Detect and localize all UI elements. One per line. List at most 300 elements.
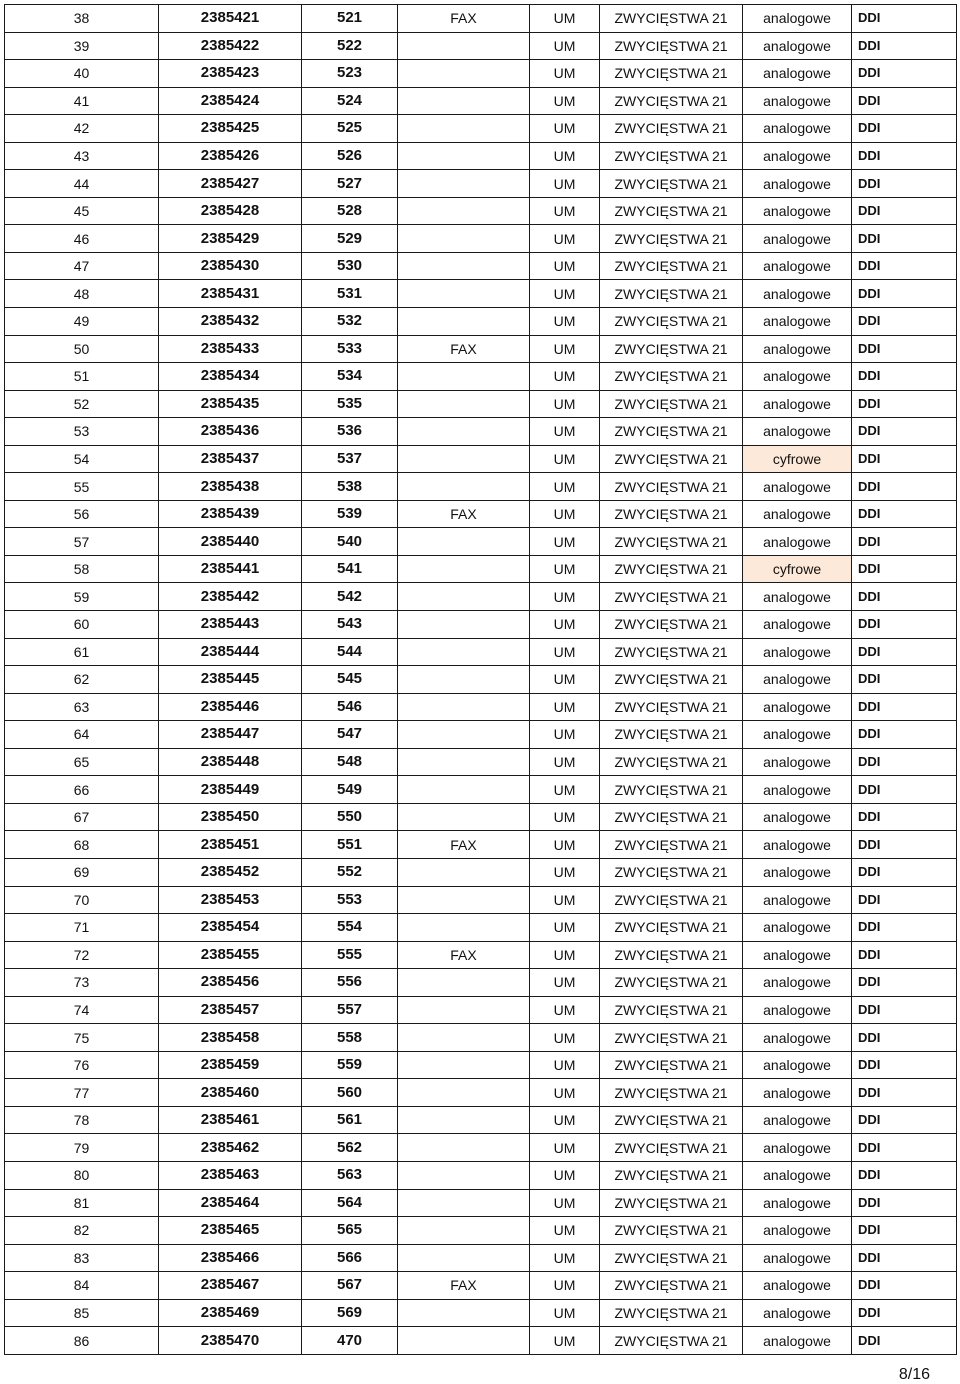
- row-number-cell: 38: [5, 5, 159, 33]
- table-row: [5, 170, 957, 198]
- phone-number-cell: 2385442: [159, 583, 302, 611]
- fax-flag-cell: [398, 555, 530, 583]
- phone-number-cell: 2385425: [159, 115, 302, 143]
- ddi-flag-cell: DDI: [852, 5, 957, 33]
- extension-number-cell: 566: [302, 1244, 398, 1272]
- address-cell: ZWYCIĘSTWA 21: [600, 1217, 743, 1245]
- address-cell: ZWYCIĘSTWA 21: [600, 1079, 743, 1107]
- table-row: [5, 1272, 957, 1300]
- ddi-flag-cell: DDI: [852, 941, 957, 969]
- row-number-cell: 41: [5, 87, 159, 115]
- fax-flag-cell: [398, 32, 530, 60]
- ddi-flag-cell: DDI: [852, 1024, 957, 1052]
- extension-number-cell: 535: [302, 390, 398, 418]
- row-number-cell: 56: [5, 500, 159, 528]
- table-row: [5, 858, 957, 886]
- phone-number-cell: 2385434: [159, 363, 302, 391]
- extension-number-cell: 562: [302, 1134, 398, 1162]
- address-cell: ZWYCIĘSTWA 21: [600, 1161, 743, 1189]
- ddi-flag-cell: DDI: [852, 335, 957, 363]
- phone-number-cell: 2385439: [159, 500, 302, 528]
- table-row: [5, 363, 957, 391]
- line-type-cell: analogowe: [743, 1106, 852, 1134]
- ddi-flag-cell: DDI: [852, 1079, 957, 1107]
- phone-number-cell: 2385454: [159, 914, 302, 942]
- ddi-flag-cell: DDI: [852, 473, 957, 501]
- row-number-cell: 49: [5, 308, 159, 336]
- ddi-flag-cell: DDI: [852, 87, 957, 115]
- unit-cell: UM: [530, 1051, 600, 1079]
- fax-flag-cell: [398, 1189, 530, 1217]
- ddi-flag-cell: DDI: [852, 390, 957, 418]
- ddi-flag-cell: DDI: [852, 721, 957, 749]
- table-row: [5, 1051, 957, 1079]
- fax-flag-cell: [398, 996, 530, 1024]
- table-row: [5, 638, 957, 666]
- address-cell: ZWYCIĘSTWA 21: [600, 638, 743, 666]
- table-row: [5, 1189, 957, 1217]
- extension-number-cell: 532: [302, 308, 398, 336]
- fax-flag-cell: [398, 60, 530, 88]
- row-number-cell: 61: [5, 638, 159, 666]
- phone-number-cell: 2385469: [159, 1299, 302, 1327]
- extension-number-cell: 544: [302, 638, 398, 666]
- row-number-cell: 83: [5, 1244, 159, 1272]
- address-cell: ZWYCIĘSTWA 21: [600, 803, 743, 831]
- fax-flag-cell: [398, 666, 530, 694]
- fax-flag-cell: FAX: [398, 831, 530, 859]
- phone-number-cell: 2385463: [159, 1161, 302, 1189]
- row-number-cell: 70: [5, 886, 159, 914]
- row-number-cell: 79: [5, 1134, 159, 1162]
- fax-flag-cell: [398, 776, 530, 804]
- line-type-cell: analogowe: [743, 666, 852, 694]
- phone-number-cell: 2385433: [159, 335, 302, 363]
- extension-number-cell: 545: [302, 666, 398, 694]
- line-type-cell: analogowe: [743, 776, 852, 804]
- table-row: [5, 225, 957, 253]
- line-type-cell: analogowe: [743, 996, 852, 1024]
- extension-number-cell: 524: [302, 87, 398, 115]
- phone-number-cell: 2385462: [159, 1134, 302, 1162]
- table-row: [5, 87, 957, 115]
- table-row: [5, 1134, 957, 1162]
- row-number-cell: 72: [5, 941, 159, 969]
- extension-number-cell: 551: [302, 831, 398, 859]
- address-cell: ZWYCIĘSTWA 21: [600, 996, 743, 1024]
- table-row: [5, 748, 957, 776]
- table-row: [5, 583, 957, 611]
- phone-number-cell: 2385459: [159, 1051, 302, 1079]
- ddi-flag-cell: DDI: [852, 197, 957, 225]
- address-cell: ZWYCIĘSTWA 21: [600, 170, 743, 198]
- extension-number-cell: 559: [302, 1051, 398, 1079]
- phone-number-cell: 2385443: [159, 611, 302, 639]
- ddi-flag-cell: DDI: [852, 886, 957, 914]
- phone-number-cell: 2385465: [159, 1217, 302, 1245]
- fax-flag-cell: FAX: [398, 941, 530, 969]
- fax-flag-cell: FAX: [398, 5, 530, 33]
- row-number-cell: 43: [5, 142, 159, 170]
- table-row: [5, 831, 957, 859]
- row-number-cell: 57: [5, 528, 159, 556]
- fax-flag-cell: [398, 1079, 530, 1107]
- ddi-flag-cell: DDI: [852, 170, 957, 198]
- ddi-flag-cell: DDI: [852, 1327, 957, 1355]
- table-row: [5, 996, 957, 1024]
- phone-number-cell: 2385451: [159, 831, 302, 859]
- extension-number-cell: 541: [302, 555, 398, 583]
- unit-cell: UM: [530, 748, 600, 776]
- fax-flag-cell: [398, 1161, 530, 1189]
- address-cell: ZWYCIĘSTWA 21: [600, 1299, 743, 1327]
- line-type-cell: analogowe: [743, 473, 852, 501]
- line-type-cell: analogowe: [743, 87, 852, 115]
- ddi-flag-cell: DDI: [852, 996, 957, 1024]
- unit-cell: UM: [530, 1106, 600, 1134]
- line-type-cell: analogowe: [743, 1189, 852, 1217]
- row-number-cell: 65: [5, 748, 159, 776]
- ddi-flag-cell: DDI: [852, 225, 957, 253]
- phone-number-cell: 2385464: [159, 1189, 302, 1217]
- unit-cell: UM: [530, 445, 600, 473]
- ddi-flag-cell: DDI: [852, 1051, 957, 1079]
- unit-cell: UM: [530, 418, 600, 446]
- unit-cell: UM: [530, 335, 600, 363]
- extension-number-cell: 527: [302, 170, 398, 198]
- extension-number-cell: 560: [302, 1079, 398, 1107]
- row-number-cell: 40: [5, 60, 159, 88]
- line-type-cell: analogowe: [743, 197, 852, 225]
- ddi-flag-cell: DDI: [852, 280, 957, 308]
- fax-flag-cell: [398, 252, 530, 280]
- row-number-cell: 44: [5, 170, 159, 198]
- address-cell: ZWYCIĘSTWA 21: [600, 528, 743, 556]
- line-type-cell: analogowe: [743, 721, 852, 749]
- phone-number-cell: 2385429: [159, 225, 302, 253]
- ddi-flag-cell: DDI: [852, 666, 957, 694]
- unit-cell: UM: [530, 638, 600, 666]
- line-type-cell: analogowe: [743, 638, 852, 666]
- ddi-flag-cell: DDI: [852, 831, 957, 859]
- table-row: [5, 390, 957, 418]
- line-type-cell: analogowe: [743, 500, 852, 528]
- table-row: [5, 115, 957, 143]
- fax-flag-cell: [398, 886, 530, 914]
- phone-number-cell: 2385460: [159, 1079, 302, 1107]
- table-row: [5, 252, 957, 280]
- extension-number-cell: 548: [302, 748, 398, 776]
- extension-number-cell: 534: [302, 363, 398, 391]
- unit-cell: UM: [530, 500, 600, 528]
- page-number: 8/16: [898, 1366, 930, 1383]
- unit-cell: UM: [530, 941, 600, 969]
- unit-cell: UM: [530, 721, 600, 749]
- address-cell: ZWYCIĘSTWA 21: [600, 335, 743, 363]
- table-row: [5, 1244, 957, 1272]
- table-row: [5, 1024, 957, 1052]
- unit-cell: UM: [530, 252, 600, 280]
- extension-number-cell: 531: [302, 280, 398, 308]
- address-cell: ZWYCIĘSTWA 21: [600, 583, 743, 611]
- fax-flag-cell: [398, 1327, 530, 1355]
- address-cell: ZWYCIĘSTWA 21: [600, 1024, 743, 1052]
- address-cell: ZWYCIĘSTWA 21: [600, 197, 743, 225]
- unit-cell: UM: [530, 197, 600, 225]
- extension-number-cell: 558: [302, 1024, 398, 1052]
- row-number-cell: 66: [5, 776, 159, 804]
- table-row: [5, 941, 957, 969]
- table-row: [5, 1217, 957, 1245]
- row-number-cell: 69: [5, 858, 159, 886]
- address-cell: ZWYCIĘSTWA 21: [600, 555, 743, 583]
- table-row: [5, 335, 957, 363]
- row-number-cell: 68: [5, 831, 159, 859]
- table-row: [5, 60, 957, 88]
- address-cell: ZWYCIĘSTWA 21: [600, 886, 743, 914]
- phone-number-cell: 2385430: [159, 252, 302, 280]
- line-type-cell: analogowe: [743, 969, 852, 997]
- address-cell: ZWYCIĘSTWA 21: [600, 308, 743, 336]
- phone-number-cell: 2385461: [159, 1106, 302, 1134]
- address-cell: ZWYCIĘSTWA 21: [600, 1272, 743, 1300]
- extension-number-cell: 564: [302, 1189, 398, 1217]
- table-body: [5, 5, 957, 1355]
- line-type-cell: analogowe: [743, 941, 852, 969]
- row-number-cell: 48: [5, 280, 159, 308]
- fax-flag-cell: [398, 1299, 530, 1327]
- ddi-flag-cell: DDI: [852, 1161, 957, 1189]
- unit-cell: UM: [530, 87, 600, 115]
- row-number-cell: 82: [5, 1217, 159, 1245]
- line-type-cell: analogowe: [743, 225, 852, 253]
- table-row: [5, 1106, 957, 1134]
- extension-number-cell: 529: [302, 225, 398, 253]
- line-type-cell: analogowe: [743, 1244, 852, 1272]
- address-cell: ZWYCIĘSTWA 21: [600, 363, 743, 391]
- address-cell: ZWYCIĘSTWA 21: [600, 473, 743, 501]
- row-number-cell: 81: [5, 1189, 159, 1217]
- unit-cell: UM: [530, 1024, 600, 1052]
- extension-number-cell: 526: [302, 142, 398, 170]
- row-number-cell: 74: [5, 996, 159, 1024]
- table-row: [5, 611, 957, 639]
- row-number-cell: 47: [5, 252, 159, 280]
- address-cell: ZWYCIĘSTWA 21: [600, 445, 743, 473]
- ddi-flag-cell: DDI: [852, 308, 957, 336]
- address-cell: ZWYCIĘSTWA 21: [600, 831, 743, 859]
- address-cell: ZWYCIĘSTWA 21: [600, 252, 743, 280]
- line-type-cell: analogowe: [743, 1327, 852, 1355]
- phone-number-cell: 2385421: [159, 5, 302, 33]
- ddi-flag-cell: DDI: [852, 363, 957, 391]
- table-row: [5, 666, 957, 694]
- phone-number-cell: 2385436: [159, 418, 302, 446]
- unit-cell: UM: [530, 666, 600, 694]
- address-cell: ZWYCIĘSTWA 21: [600, 721, 743, 749]
- table-row: [5, 32, 957, 60]
- address-cell: ZWYCIĘSTWA 21: [600, 500, 743, 528]
- table-row: [5, 197, 957, 225]
- ddi-flag-cell: DDI: [852, 32, 957, 60]
- table-row: [5, 528, 957, 556]
- table-row: [5, 1299, 957, 1327]
- ddi-flag-cell: DDI: [852, 1272, 957, 1300]
- line-type-cell: analogowe: [743, 335, 852, 363]
- line-type-cell: analogowe: [743, 583, 852, 611]
- ddi-flag-cell: DDI: [852, 445, 957, 473]
- fax-flag-cell: [398, 528, 530, 556]
- fax-flag-cell: FAX: [398, 500, 530, 528]
- fax-flag-cell: [398, 142, 530, 170]
- line-type-cell: analogowe: [743, 886, 852, 914]
- fax-flag-cell: [398, 308, 530, 336]
- address-cell: ZWYCIĘSTWA 21: [600, 666, 743, 694]
- extension-number-cell: 552: [302, 858, 398, 886]
- line-type-cell: analogowe: [743, 748, 852, 776]
- fax-flag-cell: [398, 611, 530, 639]
- fax-flag-cell: [398, 418, 530, 446]
- address-cell: ZWYCIĘSTWA 21: [600, 5, 743, 33]
- extension-number-cell: 528: [302, 197, 398, 225]
- address-cell: ZWYCIĘSTWA 21: [600, 142, 743, 170]
- extension-number-cell: 538: [302, 473, 398, 501]
- row-number-cell: 50: [5, 335, 159, 363]
- unit-cell: UM: [530, 914, 600, 942]
- phone-number-cell: 2385449: [159, 776, 302, 804]
- address-cell: ZWYCIĘSTWA 21: [600, 115, 743, 143]
- row-number-cell: 54: [5, 445, 159, 473]
- line-type-cell: analogowe: [743, 115, 852, 143]
- ddi-flag-cell: DDI: [852, 418, 957, 446]
- fax-flag-cell: [398, 1024, 530, 1052]
- line-type-cell: analogowe: [743, 914, 852, 942]
- fax-flag-cell: [398, 693, 530, 721]
- table-row: [5, 886, 957, 914]
- unit-cell: UM: [530, 693, 600, 721]
- line-type-cell: analogowe: [743, 142, 852, 170]
- table-row: [5, 280, 957, 308]
- address-cell: ZWYCIĘSTWA 21: [600, 60, 743, 88]
- phone-number-cell: 2385452: [159, 858, 302, 886]
- table-row: [5, 1327, 957, 1355]
- ddi-flag-cell: DDI: [852, 611, 957, 639]
- fax-flag-cell: [398, 363, 530, 391]
- address-cell: ZWYCIĘSTWA 21: [600, 32, 743, 60]
- extension-number-cell: 557: [302, 996, 398, 1024]
- phone-number-cell: 2385447: [159, 721, 302, 749]
- ddi-flag-cell: DDI: [852, 583, 957, 611]
- unit-cell: UM: [530, 1272, 600, 1300]
- fax-flag-cell: [398, 390, 530, 418]
- address-cell: ZWYCIĘSTWA 21: [600, 941, 743, 969]
- extension-number-cell: 542: [302, 583, 398, 611]
- fax-flag-cell: FAX: [398, 335, 530, 363]
- row-number-cell: 55: [5, 473, 159, 501]
- row-number-cell: 45: [5, 197, 159, 225]
- phone-number-cell: 2385438: [159, 473, 302, 501]
- fax-flag-cell: FAX: [398, 1272, 530, 1300]
- fax-flag-cell: [398, 197, 530, 225]
- phone-number-cell: 2385445: [159, 666, 302, 694]
- ddi-flag-cell: DDI: [852, 638, 957, 666]
- unit-cell: UM: [530, 1079, 600, 1107]
- table-row: [5, 473, 957, 501]
- fax-flag-cell: [398, 1217, 530, 1245]
- line-type-cell: analogowe: [743, 1272, 852, 1300]
- ddi-flag-cell: DDI: [852, 1189, 957, 1217]
- phone-number-cell: 2385431: [159, 280, 302, 308]
- row-number-cell: 77: [5, 1079, 159, 1107]
- address-cell: ZWYCIĘSTWA 21: [600, 390, 743, 418]
- address-cell: ZWYCIĘSTWA 21: [600, 1106, 743, 1134]
- unit-cell: UM: [530, 280, 600, 308]
- fax-flag-cell: [398, 721, 530, 749]
- unit-cell: UM: [530, 5, 600, 33]
- row-number-cell: 80: [5, 1161, 159, 1189]
- table-row: [5, 5, 957, 33]
- fax-flag-cell: [398, 87, 530, 115]
- fax-flag-cell: [398, 748, 530, 776]
- line-type-cell: analogowe: [743, 32, 852, 60]
- extension-number-cell: 547: [302, 721, 398, 749]
- phone-number-cell: 2385455: [159, 941, 302, 969]
- phone-number-cell: 2385456: [159, 969, 302, 997]
- phone-number-table: [4, 4, 957, 1355]
- row-number-cell: 59: [5, 583, 159, 611]
- row-number-cell: 58: [5, 555, 159, 583]
- line-type-cell: analogowe: [743, 252, 852, 280]
- unit-cell: UM: [530, 555, 600, 583]
- line-type-cell: analogowe: [743, 611, 852, 639]
- address-cell: ZWYCIĘSTWA 21: [600, 1134, 743, 1162]
- table-row: [5, 721, 957, 749]
- phone-number-cell: 2385440: [159, 528, 302, 556]
- line-type-cell: cyfrowe: [743, 445, 852, 473]
- row-number-cell: 60: [5, 611, 159, 639]
- unit-cell: UM: [530, 170, 600, 198]
- fax-flag-cell: [398, 280, 530, 308]
- phone-number-cell: 2385444: [159, 638, 302, 666]
- fax-flag-cell: [398, 1106, 530, 1134]
- line-type-cell: analogowe: [743, 1024, 852, 1052]
- phone-number-cell: 2385428: [159, 197, 302, 225]
- unit-cell: UM: [530, 1189, 600, 1217]
- phone-number-cell: 2385426: [159, 142, 302, 170]
- phone-number-cell: 2385453: [159, 886, 302, 914]
- row-number-cell: 53: [5, 418, 159, 446]
- extension-number-cell: 539: [302, 500, 398, 528]
- unit-cell: UM: [530, 776, 600, 804]
- phone-number-cell: 2385450: [159, 803, 302, 831]
- line-type-cell: analogowe: [743, 1217, 852, 1245]
- fax-flag-cell: [398, 1051, 530, 1079]
- table-row: [5, 555, 957, 583]
- ddi-flag-cell: DDI: [852, 803, 957, 831]
- unit-cell: UM: [530, 858, 600, 886]
- extension-number-cell: 554: [302, 914, 398, 942]
- table-row: [5, 1079, 957, 1107]
- extension-number-cell: 530: [302, 252, 398, 280]
- unit-cell: UM: [530, 528, 600, 556]
- extension-number-cell: 536: [302, 418, 398, 446]
- phone-number-cell: 2385424: [159, 87, 302, 115]
- extension-number-cell: 543: [302, 611, 398, 639]
- unit-cell: UM: [530, 1161, 600, 1189]
- unit-cell: UM: [530, 583, 600, 611]
- table-row: [5, 142, 957, 170]
- table-row: [5, 308, 957, 336]
